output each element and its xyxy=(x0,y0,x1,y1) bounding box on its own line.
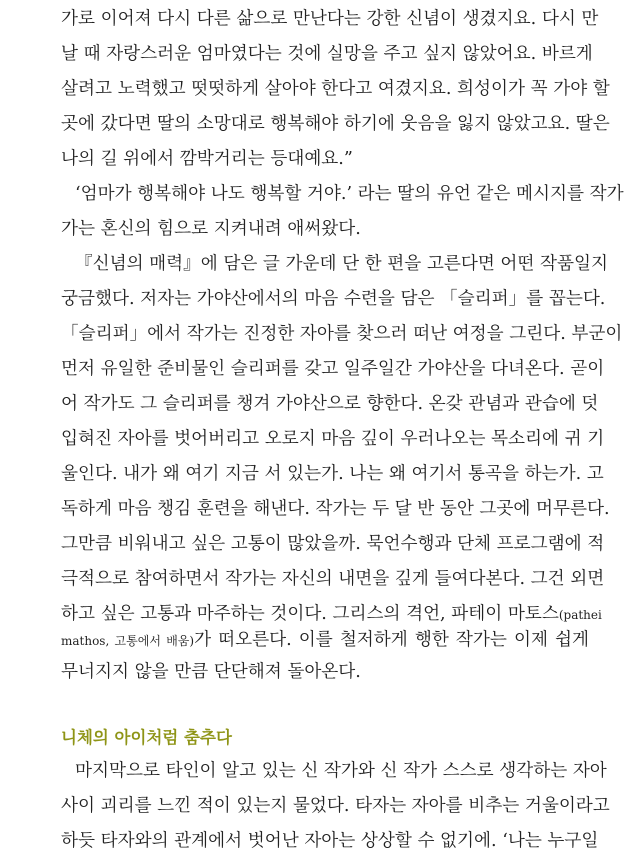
body-text-line: 사이 괴리를 느낀 적이 있는지 물었다. 타자는 자아를 비추는 거울이라고 xyxy=(61,796,610,816)
body-text-line xyxy=(61,604,602,625)
body-text-small: (pathei xyxy=(558,608,602,622)
body-text-line: 하듯 타자와의 관계에서 벗어난 자아는 상상할 수 없기에. ‘나는 누구일 xyxy=(61,831,599,851)
body-text-line: 무너지지 않을 만큼 단단해져 돌아온다. xyxy=(61,662,361,682)
body-text-line: 곳에 갔다면 딸의 소망대로 행복해야 하기에 웃음을 잃지 않았고요. 딸은 xyxy=(61,114,610,134)
body-text-line: 입혀진 자아를 벗어버리고 오로지 마음 깊이 우러나오는 목소리에 귀 기 xyxy=(61,429,605,449)
body-text-line: 울인다. 내가 왜 여기 지금 서 있는가. 나는 왜 여기서 통곡을 하는가. 고 xyxy=(61,464,604,484)
body-text-line xyxy=(61,630,589,651)
body-text-line: 극적으로 참여하면서 작가는 자신의 내면을 깊게 들여다본다. 그건 외면 xyxy=(61,569,605,589)
body-text-line: 궁금했다. 저자는 가야산에서의 마음 수련을 담은 「슬리퍼」를 꼽는다. xyxy=(61,289,606,309)
body-text-line: ‘엄마가 행복해야 나도 행복할 거야.’ 라는 딸의 유언 같은 메시지를 작가 xyxy=(75,184,624,204)
body-text-line: 독하게 마음 챙김 훈련을 해낸다. 작가는 두 달 반 동안 그곳에 머무른다. xyxy=(61,499,610,519)
body-text-line: 가는 혼신의 힘으로 지켜내려 애써왔다. xyxy=(61,219,361,239)
body-text-line: 『신념의 매력』에 담은 글 가운데 단 한 편을 고른다면 어떤 작품일지 xyxy=(75,254,609,274)
body-text-line: 살려고 노력했고 떳떳하게 살아야 한다고 여겼지요. 희성이가 꼭 가야 할 xyxy=(61,79,610,99)
body-text-line: 그만큼 비워내고 싶은 고통이 많았을까. 묵언수행과 단체 프로그램에 적 xyxy=(61,534,605,554)
body-text-line: 나의 길 위에서 깜박거리는 등대예요.” xyxy=(61,149,353,169)
body-text-segment: 가 떠오른다. 이를 철저하게 행한 작가는 이제 쉽게 xyxy=(194,630,589,650)
body-text-line: 어 작가도 그 슬리퍼를 챙겨 가야산으로 향한다. 온갖 관념과 관습에 덧 xyxy=(61,394,599,414)
body-text-line: 날 때 자랑스러운 엄마였다는 것에 실망을 주고 싶지 않았어요. 바르게 xyxy=(61,44,593,64)
body-text-small: mathos, 고통에서 배움) xyxy=(61,634,195,648)
body-text-line: 마지막으로 타인이 알고 있는 신 작가와 신 작가 스스로 생각하는 자아 xyxy=(75,761,607,781)
body-text-line: 「슬리퍼」에서 작가는 진정한 자아를 찾으러 떠난 여정을 그린다. 부군이 xyxy=(61,324,623,344)
body-text-line: 먼저 유일한 준비물인 슬리퍼를 갖고 일주일간 가야산을 다녀온다. 곧이 xyxy=(61,359,605,379)
body-text-segment: 하고 싶은 고통과 마주하는 것이다. 그리스의 격언, 파테이 마토스 xyxy=(61,604,559,624)
body-text-line: 가로 이어져 다시 다른 삶으로 만난다는 강한 신념이 생겼지요. 다시 만 xyxy=(61,9,599,29)
section-heading: 니체의 아이처럼 춤추다 xyxy=(61,728,232,747)
